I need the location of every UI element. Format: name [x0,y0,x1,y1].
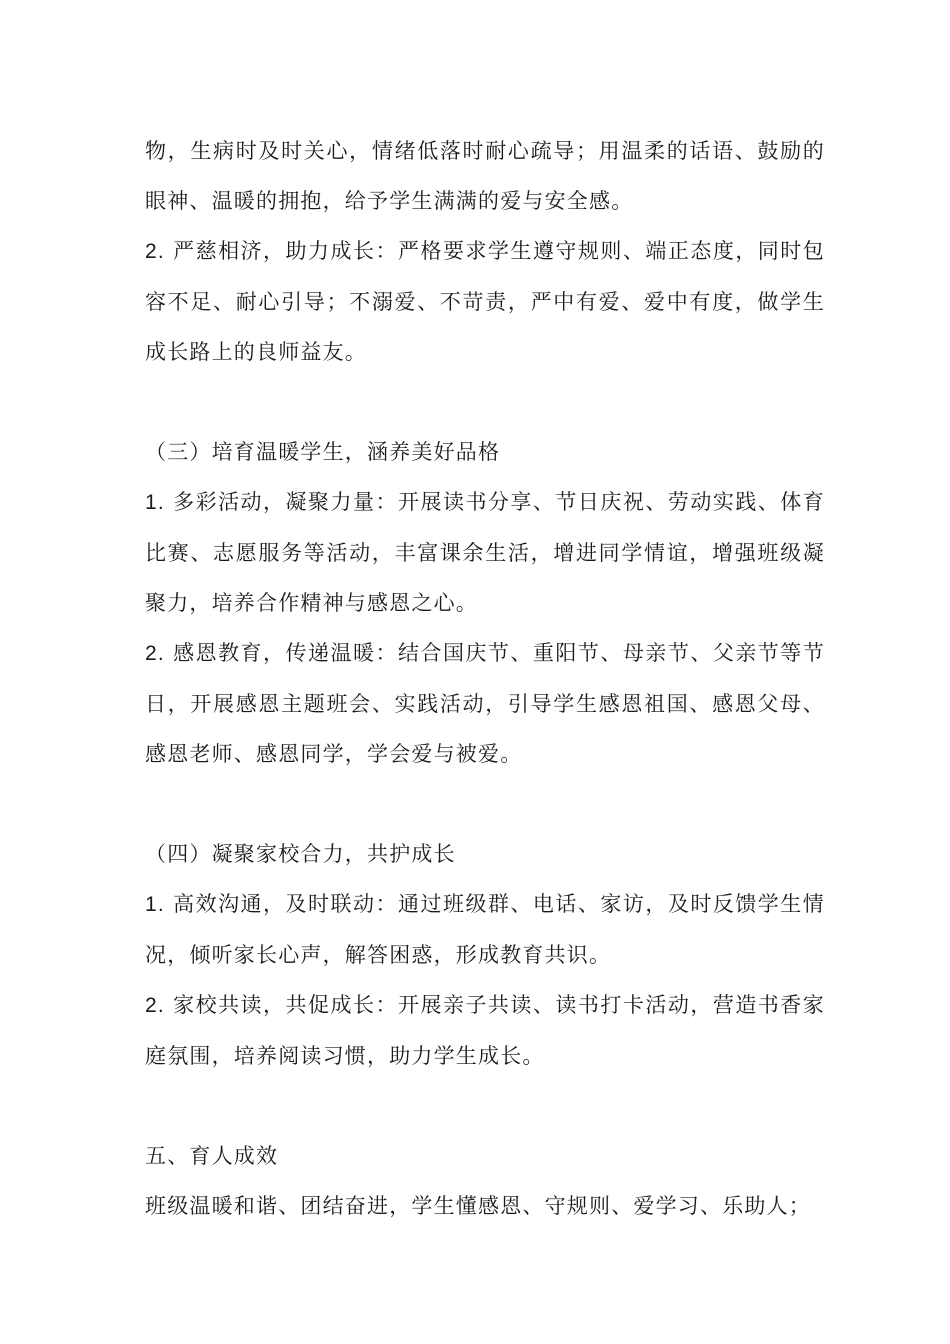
item-number: 1. [145,893,165,916]
paragraph-text: 严慈相济，助力成长：严格要求学生遵守规则、端正态度，同时包容不足、耐心引导；不溺爱、不苛责，严中有爱、爱中有度，做学生成长路上的良师益友。 [145,239,825,364]
paragraph-text: 班级温暖和谐、团结奋进，学生懂感恩、守规则、爱学习、乐助人； [145,1194,811,1218]
item-number: 2. [145,994,165,1017]
paragraph-communication [145,879,825,980]
paragraph-text: 感恩教育，传递温暖：结合国庆节、重阳节、母亲节、父亲节等节日，开展感恩主题班会、实践活动，引导学生感恩祖国、感恩父母、感恩老师、感恩同学，学会爱与被爱。 [145,641,825,766]
spacer [145,779,825,829]
paragraph-text: 物，生病时及时关心，情绪低落时耐心疏导；用温柔的话语、鼓励的眼神、温暖的拥抱，给予学生满满的爱与安全感。 [145,139,825,213]
paragraph-gratitude [145,628,825,779]
section-heading-4 [145,829,825,879]
section-heading-5 [145,1131,825,1181]
paragraph-text: 多彩活动，凝聚力量：开展读书分享、节日庆祝、劳动实践、体育比赛、志愿服务等活动，丰富课余生活，增进同学情谊，增强班级凝聚力，培养合作精神与感恩之心。 [145,490,825,615]
item-number: 2. [145,642,165,665]
item-number: 1. [145,491,165,514]
paragraph-text: 家校共读，共促成长：开展亲子共读、读书打卡活动，营造书香家庭氛围，培养阅读习惯，助力学生成长。 [145,993,825,1068]
heading-text: （三）培育温暖学生，涵养美好品格 [145,440,501,464]
heading-text: 五、育人成效 [145,1144,279,1168]
paragraph-text: 高效沟通，及时联动：通过班级群、电话、家访，及时反馈学生情况，倾听家长心声，解答困惑，形成教育共识。 [145,892,825,967]
item-number: 2. [145,240,165,263]
document-body [145,126,825,1231]
spacer [145,1081,825,1131]
paragraph-activities [145,477,825,628]
paragraph-strict-and-kind [145,226,825,377]
paragraph-care-continued [145,126,825,226]
spacer [145,377,825,427]
paragraph-results [145,1181,825,1231]
section-heading-3 [145,427,825,477]
paragraph-reading [145,980,825,1081]
heading-text: （四）凝聚家校合力，共护成长 [145,842,456,866]
